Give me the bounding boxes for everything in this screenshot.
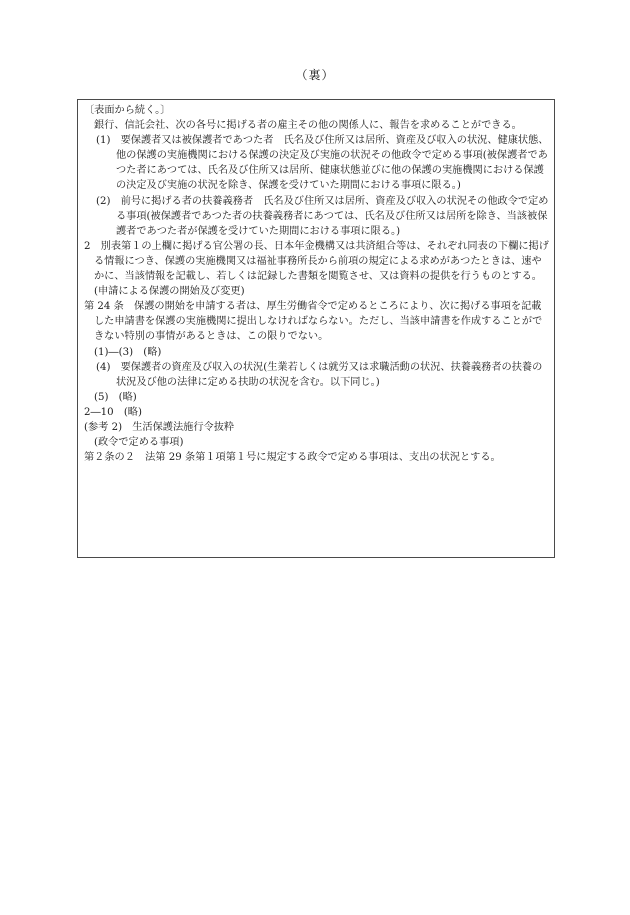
item-1: (1) 要保護者又は被保護者であつた者 氏名及び住所又は居所、資産及び収入の状況、健康状態、他の保護の実施機関における保護の決定及び実施の状況その他政令で定める事項(被保護者であつた者にあつては、氏名及び住所又は居所、健康状態並びに他の保護の実施機関における保護の決定及び実施の状況を除き、保護を受けていた期間における事項に限る。) [96,135,549,192]
article-24-item-4: (4) 要保護者の資産及び収入の状況(生業若しくは就労又は求職活動の状況、扶養義務者の扶養の状況及び他の法律に定める扶助の状況を含む。以下同じ。) [96,361,543,388]
article-24: 第 24 条 保護の開始を申請する者は、厚生労働省令で定めるところにより、次に掲げる事項を記載した申請書を保護の実施機関に提出しなければならない。ただし、当該申請書を作成することができない特別の事情があるときは、この限りでない。 [84,301,543,343]
item-2: (2) 前号に掲げる者の扶養義務者 氏名及び住所又は居所、資産及び収入の状況その他政令で定める事項(被保護者であつた者の扶養義務者にあつては、氏名及び住所又は居所を除き、当該被保護者であつた者が保護を受けていた期間における事項に限る。) [96,195,549,237]
statute-text-box [77,99,555,558]
article-24-paras-2-10: 2―10 (略) [84,406,142,418]
article-24-item-5: (5) (略) [94,391,137,403]
article-24-items-1-3: (1)―(3) (略) [94,346,162,358]
article-24-caption: (申請による保護の開始及び変更) [94,286,245,298]
intro-paragraph: 銀行、信託会社、次の各号に掲げる者の雇主その他の関係人に、報告を求めることができる。 [94,120,522,132]
seirei-caption: (政令で定める事項) [94,437,184,449]
continued-note: 〔表面から続く。〕 [84,105,171,116]
article-2-2: 第２条の２ 法第 29 条第１項第１号に規定する政令で定める事項は、支出の状況とする。 [84,452,501,464]
page-side-label: （裏） [295,68,335,82]
reference-2-title: (参考 2) 生活保護法施行令抜粋 [84,421,235,433]
paragraph-2: 2 別表第１の上欄に掲げる官公署の長、日本年金機構又は共済組合等は、それぞれ同表の下欄に掲げる情報につき、保護の実施機関又は福祉事務所長から前項の規定による求めがあつたときは、速やかに、当該情報を記載し、若しくは記録した書類を閲覧させ、又は資料の提供を行うものとする。 [84,240,549,283]
